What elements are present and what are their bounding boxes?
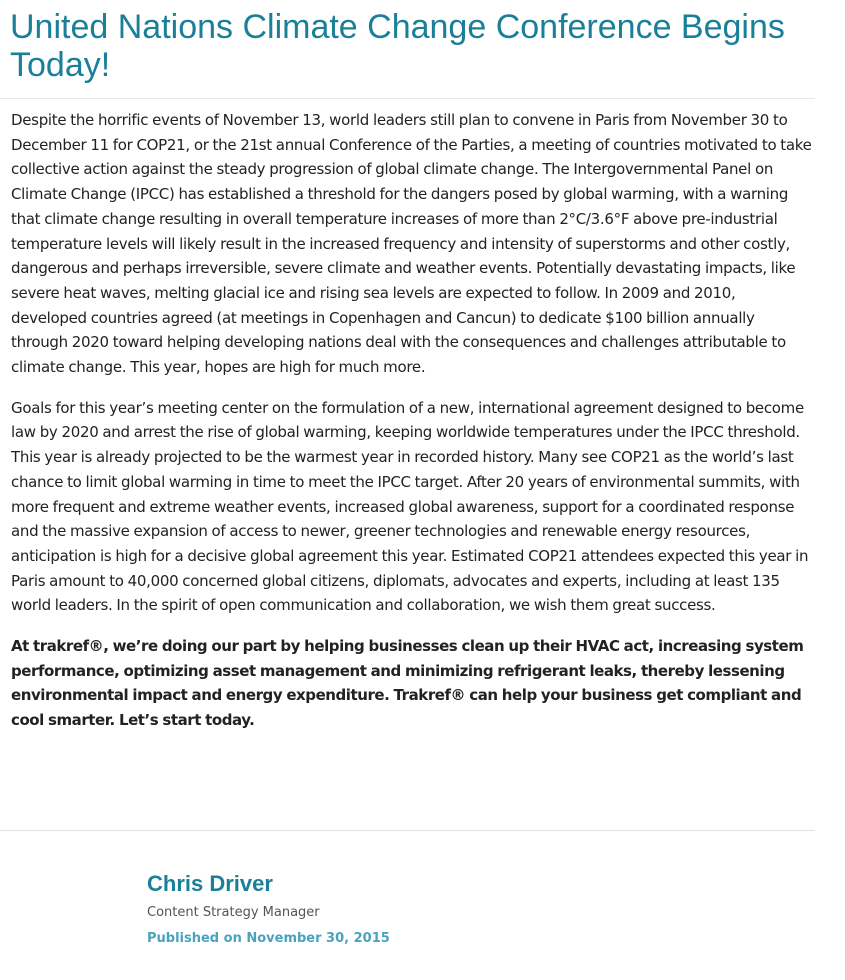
- author-role: Content Strategy Manager: [147, 905, 320, 920]
- page-title: United Nations Climate Change Conference Begins Today!: [10, 8, 785, 84]
- article-paragraph-2: Goals for this year’s meeting center on the formulation of a new, international agreement designed to become law by 2020 and arrest the rise of global warming, keeping worldwide temperatures under the IPCC threshold. This year is already projected to be the warmest year in recorded history. Many see COP21 as the world’s last chance to limit global warming in time to meet the IPCC target. After 20 years of environmental summits, with more frequent and extreme weather events, increased global awareness, support for a coordinated response and the massive expansion of access to newer, greener technologies and renewable energy resources, anticipation is high for a decisive global agreement this year. Estimated COP21 attendees expected this year in Paris amount to 40,000 concerned global citizens, diplomats, advocates and experts, including at least 135 world leaders. In the spirit of open communication and collaboration, we wish them great success.: [11, 398, 809, 615]
- article-closing-statement: At trakref®, we’re doing our part by helping businesses clean up their HVAC act, increasing system performance, optimizing asset management and minimizing refrigerant leaks, thereby lessening environmental impact and energy expenditure. Trakref® can help your business get compliant and cool smarter. Let’s start today.: [11, 637, 804, 730]
- article-paragraph-1: Despite the horrific events of November 13, world leaders still plan to convene in Paris from November 30 to December 11 for COP21, or the 21st annual Conference of the Parties, a meeting of countries motivated to take collective action against the steady progression of global climate change. The Intergovernmental Panel on Climate Change (IPCC) has established a threshold for the dangers posed by global warming, with a warning that climate change resulting in overall temperature increases of more than 2°C/3.6°F above pre-industrial temperature levels will likely result in the increased frequency and intensity of superstorms and other costly, dangerous and perhaps irreversible, severe climate and weather events. Potentially devastating impacts, like severe heat waves, melting glacial ice and rising sea levels are expected to follow. In 2009 and 2010, developed countries agreed (at meetings in Copenhagen and Cancun) to dedicate $100 billion annually through 2020 toward helping developing nations deal with the consequences and challenges attributable to climate change. This year, hopes are high for much more.: [11, 111, 812, 377]
- footer-divider: [0, 830, 815, 831]
- title-divider: [0, 98, 815, 99]
- author-name[interactable]: Chris Driver: [147, 871, 273, 896]
- author-block: [147, 870, 747, 948]
- article-body: [11, 108, 815, 749]
- publish-date: Published on November 30, 2015: [147, 931, 390, 946]
